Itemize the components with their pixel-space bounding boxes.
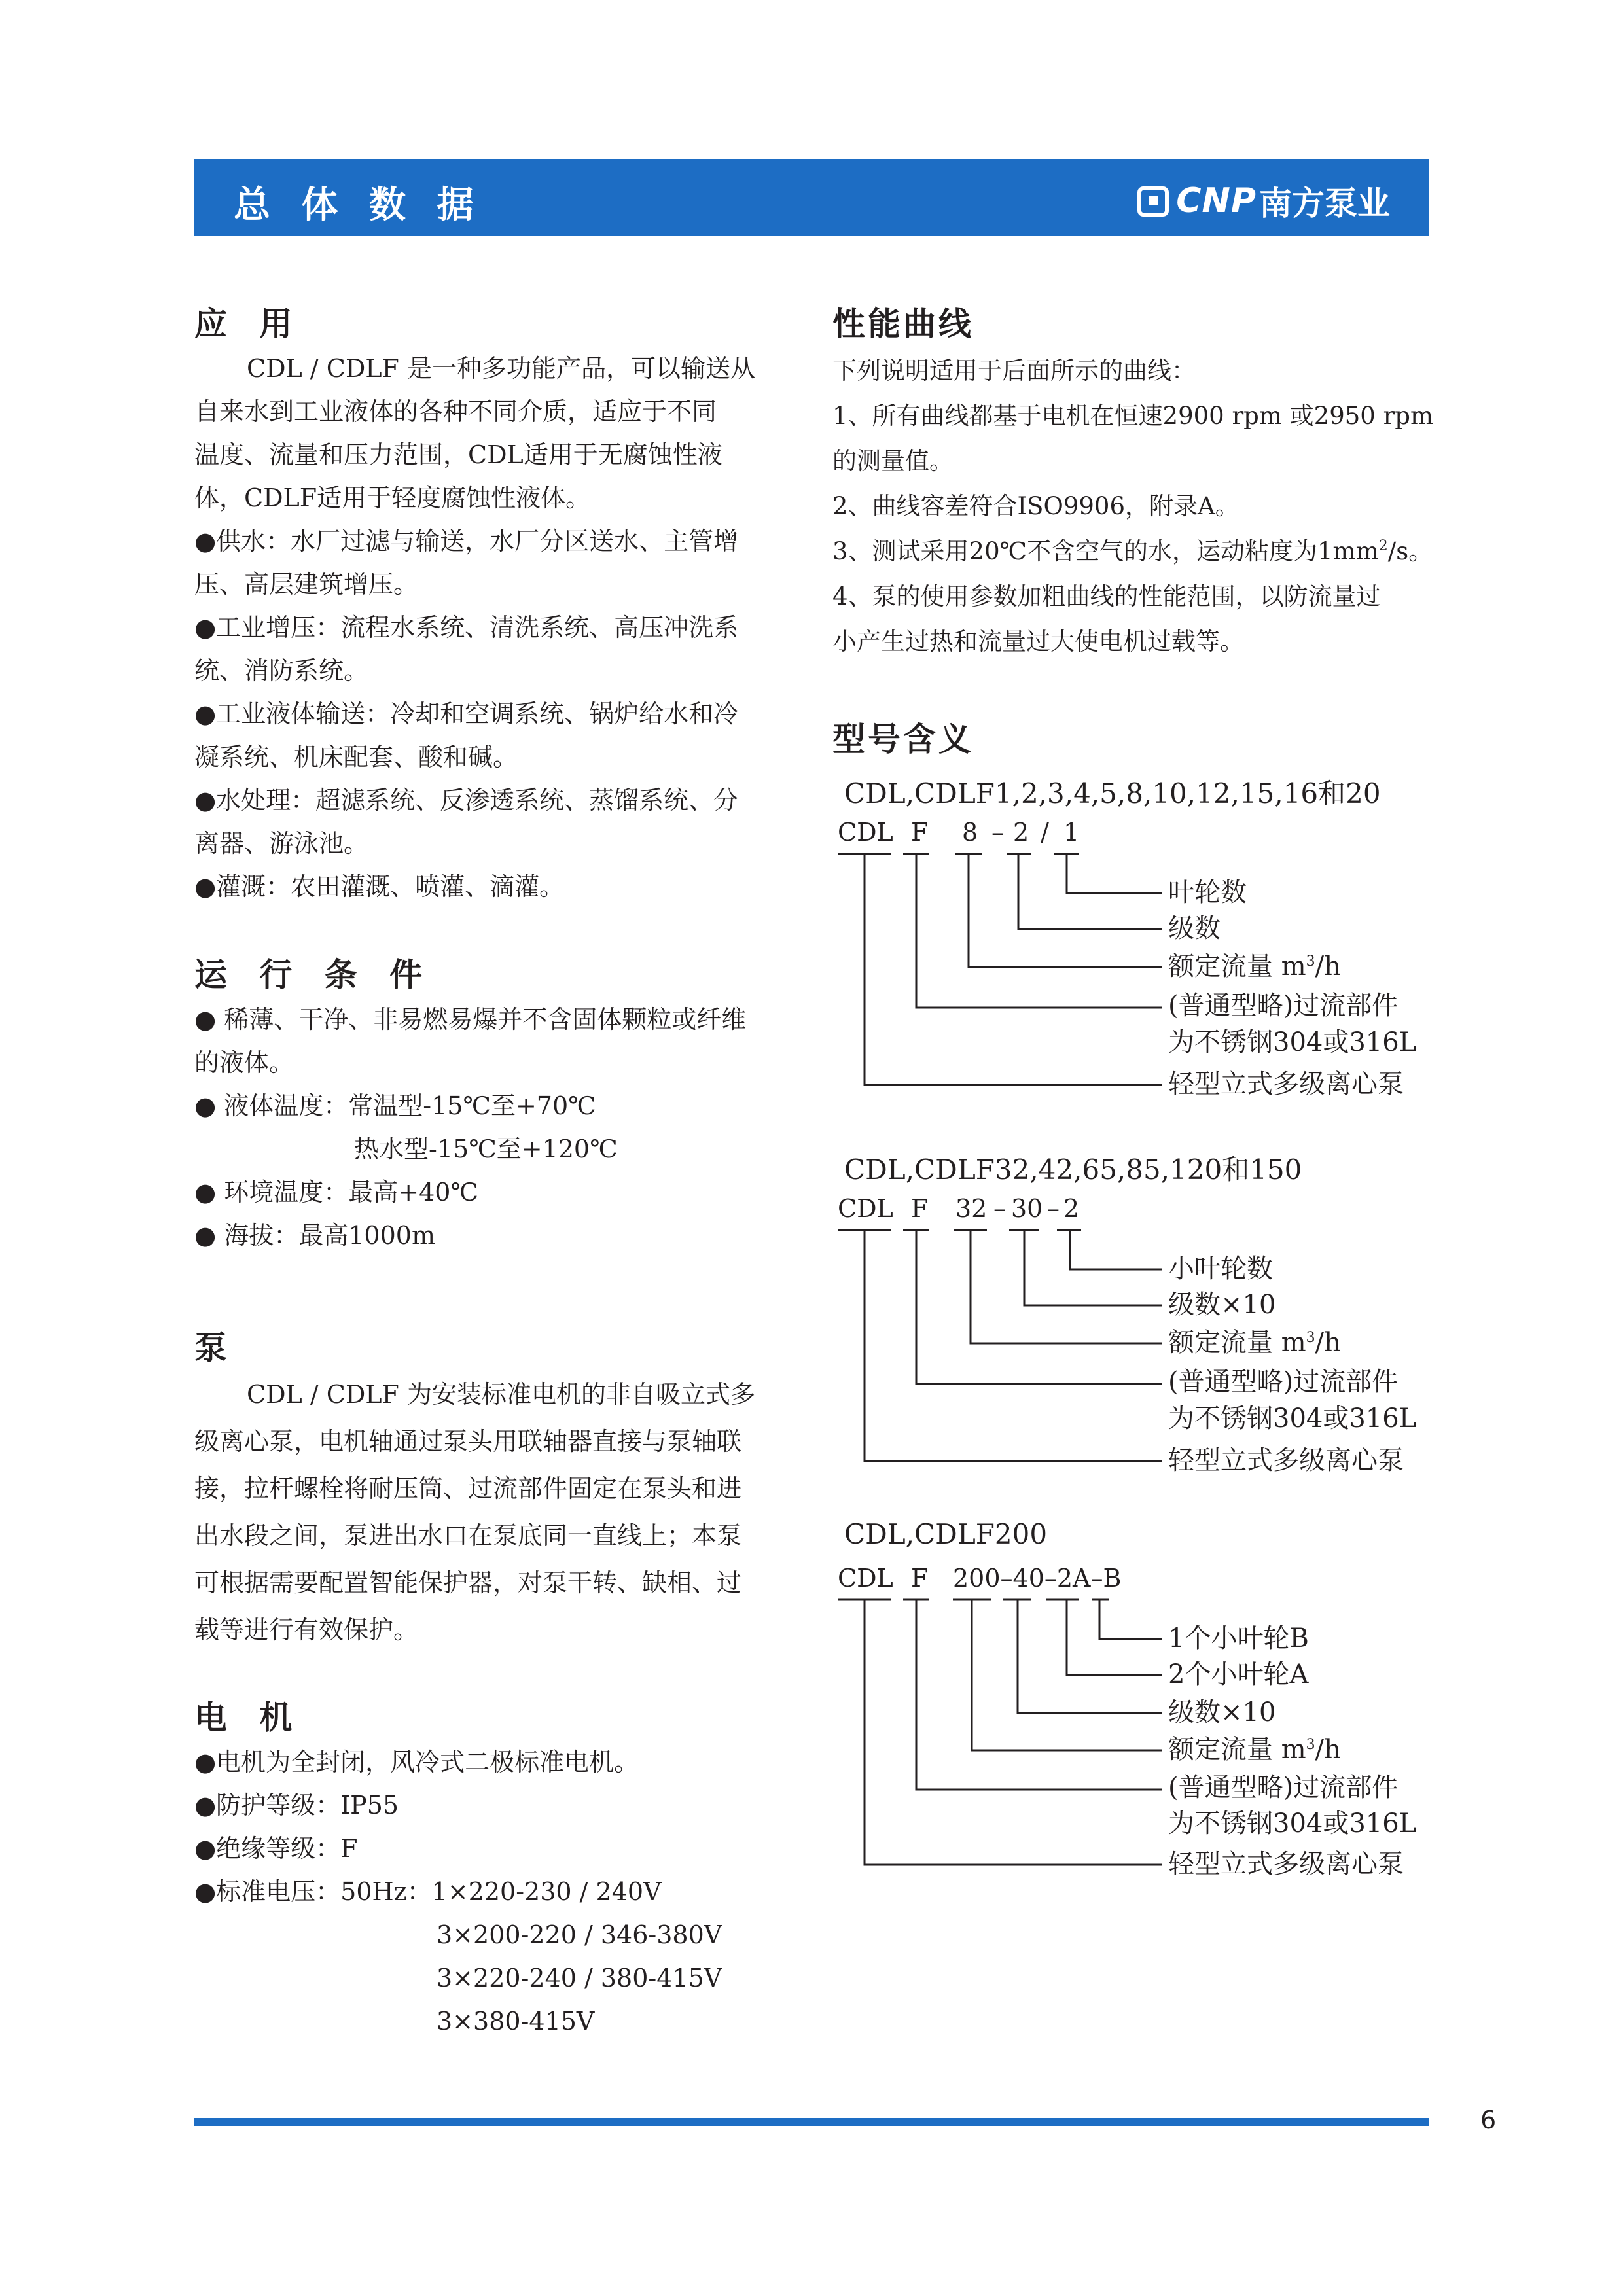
label-material: (普通型略)过流部件 xyxy=(1168,1367,1399,1397)
code-stages: 30 xyxy=(1011,1194,1043,1223)
label-small-impellers: 小叶轮数 xyxy=(1168,1254,1273,1284)
code-sep: – xyxy=(991,818,1004,847)
cnp-logo-icon xyxy=(1137,185,1169,217)
heading-operating-conditions: 运 行 条 件 xyxy=(194,956,433,994)
bullet-line: ●电机为全封闭，风冷式二极标准电机。 xyxy=(194,1748,639,1776)
operating-conditions-text xyxy=(194,998,783,1257)
label-flow: 额定流量 $m^3/h$ xyxy=(1168,1735,1341,1765)
text-line: 离器、游泳池。 xyxy=(194,829,369,858)
label-pump-type: 轻型立式多级离心泵 xyxy=(1168,1069,1404,1099)
performance-text xyxy=(832,348,1435,664)
text-line: 的液体。 xyxy=(194,1048,294,1077)
logo-text: CNP xyxy=(1176,181,1257,221)
label-impeller-a: 2个小叶轮A xyxy=(1168,1659,1309,1689)
bullet-line: ●水处理：超滤系统、反渗透系统、蒸馏系统、分 xyxy=(194,786,739,815)
label-material-2: 为不锈钢304或316L xyxy=(1168,1027,1417,1057)
code-cdl: CDL xyxy=(838,1194,893,1223)
code-cdl: CDL xyxy=(838,1564,893,1593)
text-line: CDL / CDLF 为安装标准电机的非自吸立式多 xyxy=(247,1380,755,1409)
code-small-impellers: 2 xyxy=(1063,1194,1080,1223)
diagram-title: CDL,CDLF200 xyxy=(844,1518,1048,1550)
bullet-line: ● 海拔：最高1000m xyxy=(194,1221,435,1250)
text-line: 压、高层建筑增压。 xyxy=(194,570,419,599)
bullet-line: ●标准电压：50Hz：1×220-230 / 240V xyxy=(194,1877,662,1906)
page-number: 6 xyxy=(1480,2106,1497,2134)
bullet-line: ●工业液体输送：冷却和空调系统、锅炉给水和冷 xyxy=(194,699,739,728)
code-impellers: 1 xyxy=(1063,818,1080,847)
text-line: 凝系统、机床配套、酸和碱。 xyxy=(194,743,518,771)
motor-text xyxy=(194,1740,783,2043)
header-bar xyxy=(194,159,1429,236)
bullet-line: ● 稀薄、干净、非易燃易爆并不含固体颗粒或纤维 xyxy=(194,1005,747,1034)
label-flow: 额定流量 $m^3/h$ xyxy=(1168,1328,1341,1358)
diagram-title: CDL,CDLF32,42,65,85,120和150 xyxy=(844,1154,1302,1186)
text-line: 小产生过热和流量过大使电机过载等。 xyxy=(832,627,1244,656)
bullet-line: ●灌溉：农田灌溉、喷灌、滴灌。 xyxy=(194,872,565,901)
code-f: F xyxy=(911,818,929,847)
label-pump-type: 轻型立式多级离心泵 xyxy=(1168,1849,1404,1879)
text-line: 3×380-415V xyxy=(437,2007,595,2036)
text-line: 温度、流量和压力范围，CDL适用于无腐蚀性液 xyxy=(194,440,722,469)
text-line: 2、曲线容差符合ISO9906，附录A。 xyxy=(832,492,1240,520)
diagram-title: CDL,CDLF1,2,3,4,5,8,10,12,15,16和20 xyxy=(844,777,1381,809)
heading-performance-curves: 性能曲线 xyxy=(832,305,974,343)
label-stages: 级数 xyxy=(1168,913,1221,944)
code-model: 200–40–2A–B xyxy=(953,1564,1122,1593)
label-material: (普通型略)过流部件 xyxy=(1168,1773,1399,1803)
text-line: 接，拉杆螺栓将耐压筒、过流部件固定在泵头和进 xyxy=(194,1474,742,1503)
text-line: 级离心泵，电机轴通过泵头用联轴器直接与泵轴联 xyxy=(194,1427,742,1456)
text-line: 3、测试采用20℃不含空气的水，运动粘度为$1mm^2/s$。 xyxy=(832,537,1433,565)
footer-bar xyxy=(194,2118,1429,2126)
cnp-logo xyxy=(1137,177,1390,224)
code-f: F xyxy=(911,1194,929,1223)
text-line: 自来水到工业液体的各种不同介质，适应于不同 xyxy=(194,397,717,426)
text-line: 统、消防系统。 xyxy=(194,656,369,685)
code-sep: – xyxy=(993,1194,1006,1223)
code-f: F xyxy=(911,1564,929,1593)
code-stages: 2 xyxy=(1013,818,1029,847)
text-line: 载等进行有效保护。 xyxy=(194,1616,419,1644)
bullet-line: ●防护等级：IP55 xyxy=(194,1791,399,1820)
text-line: 1、所有曲线都基于电机在恒速2900 rpm 或2950 rpm xyxy=(832,402,1434,430)
label-stages: 级数×10 xyxy=(1168,1697,1276,1727)
page-title: 总 体 数 据 xyxy=(234,184,483,226)
code-slash: / xyxy=(1041,818,1049,847)
heading-application: 应 用 xyxy=(194,305,303,343)
label-flow: 额定流量 $m^3/h$ xyxy=(1168,951,1341,981)
bullet-line: ● 液体温度：常温型-15℃至+70℃ xyxy=(194,1091,596,1120)
bullet-line: ●供水：水厂过滤与输送，水厂分区送水、主管增 xyxy=(194,527,739,556)
text-line: 体，CDLF适用于轻度腐蚀性液体。 xyxy=(194,484,591,512)
text-line: 可根据需要配置智能保护器，对泵干转、缺相、过 xyxy=(194,1568,742,1597)
heading-model-meaning: 型号含义 xyxy=(832,720,974,758)
bullet-line: ●绝缘等级：F xyxy=(194,1834,358,1863)
text-line: 3×200-220 / 346-380V xyxy=(437,1920,722,1949)
label-material-2: 为不锈钢304或316L xyxy=(1168,1404,1417,1434)
label-pump-type: 轻型立式多级离心泵 xyxy=(1168,1445,1404,1475)
logo-chinese: 南方泵业 xyxy=(1259,185,1390,222)
label-material: (普通型略)过流部件 xyxy=(1168,991,1399,1021)
heading-pump: 泵 xyxy=(194,1329,238,1367)
bullet-line: ●工业增压：流程水系统、清洗系统、高压冲洗系 xyxy=(194,613,739,642)
text-line: 3×220-240 / 380-415V xyxy=(437,1964,722,1992)
text-line: 热水型-15℃至+120℃ xyxy=(354,1135,618,1163)
label-impeller-b: 1个小叶轮B xyxy=(1168,1623,1309,1653)
code-sep: – xyxy=(1047,1194,1060,1223)
text-line: 4、泵的使用参数加粗曲线的性能范围，以防流量过 xyxy=(832,582,1381,610)
text-line: CDL / CDLF 是一种多功能产品，可以输送从 xyxy=(247,354,755,383)
code-flow: 8 xyxy=(962,818,978,847)
text-line: 出水段之间，泵进出水口在泵底同一直线上；本泵 xyxy=(194,1521,742,1550)
label-impellers: 叶轮数 xyxy=(1168,877,1247,908)
code-cdl: CDL xyxy=(838,818,893,847)
text-line: 下列说明适用于后面所示的曲线： xyxy=(832,357,1196,385)
heading-motor: 电 机 xyxy=(194,1699,303,1737)
bullet-line: ● 环境温度：最高+40℃ xyxy=(194,1178,478,1207)
label-material-2: 为不锈钢304或316L xyxy=(1168,1809,1417,1839)
label-stages: 级数×10 xyxy=(1168,1290,1276,1320)
text-line: 的测量值。 xyxy=(832,447,954,475)
pump-text xyxy=(194,1371,783,1653)
application-text xyxy=(194,347,783,908)
code-flow: 32 xyxy=(955,1194,988,1223)
